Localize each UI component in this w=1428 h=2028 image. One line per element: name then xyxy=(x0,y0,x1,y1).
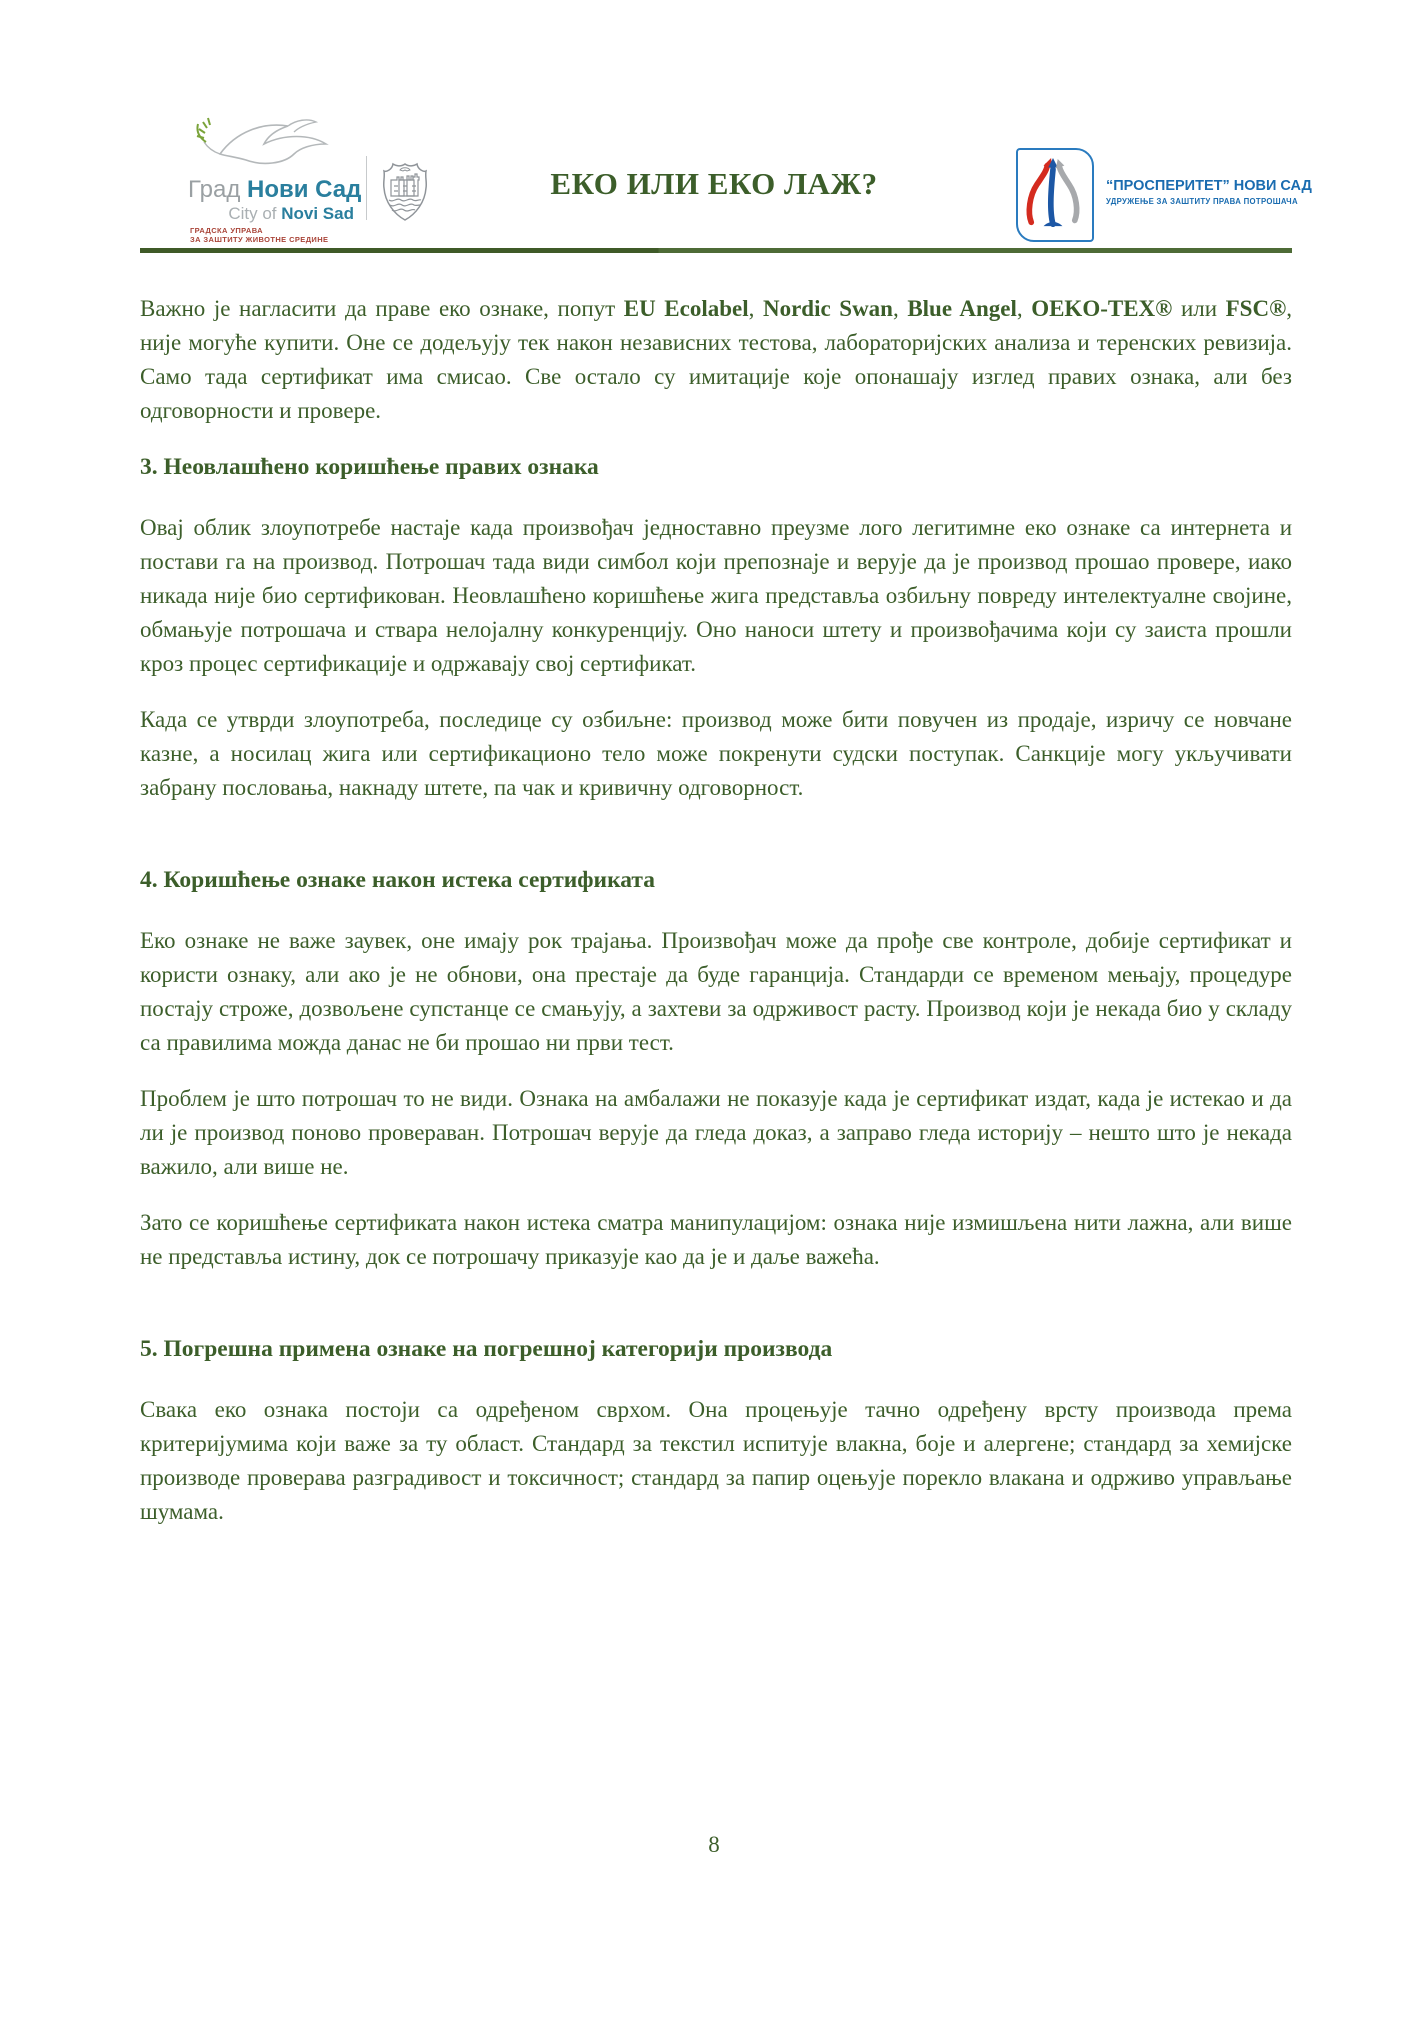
section-heading-4: 4. Коришћење ознаке након истека сертификата xyxy=(140,867,655,893)
prosperitet-logo-frame xyxy=(1016,148,1094,242)
paragraph: Овај облик злоупотребе настаје када произвођач једноставно преузме лого легитимне еко ознаке са интернета и постави га на производ. Потрошач тада види симбол који препознаје и верује да је производ прошао провере, иако никада није био сертификован. Неовлашћено коришћење жига представља озбиљну повреду интелектуалне својине, обмањује потрошача и ствара нелојалну конкуренцију. Оно наноси штету и произвођачима који су заиста прошли кроз процес сертификације и одржавају свој сертификат. xyxy=(140,515,1292,676)
page-number: 8 xyxy=(708,1832,720,1857)
paragraph: Зато се коришћење сертификата након истека сматра манипулацијом: ознака није измишљена нити лажна, али више не представља истину, док се потрошачу приказује као да је и даље важећа. xyxy=(140,1210,1292,1269)
city-name-prefix: Град xyxy=(188,176,248,203)
page-header xyxy=(0,0,1428,260)
prosperitet-arrows-logo-icon xyxy=(1018,150,1088,236)
city-name-en: Novi Sad xyxy=(281,204,354,223)
section-heading-3: 3. Неовлашћено коришћење правих ознака xyxy=(140,454,599,480)
city-department-label xyxy=(190,226,370,244)
paragraph: Проблем је што потрошач то не види. Ознака на амбалажи не показује када је сертификат издат, када је истекао и да ли је производ поново провераван. Потрошач верује да гледа доказ, а заправо гледа историју – нешто што је некада важило, али више не. xyxy=(140,1086,1292,1179)
prosperitet-name: “ПРОСПЕРИТЕТ” НОВИ САД xyxy=(1106,178,1312,194)
header-rule xyxy=(140,248,1292,253)
section-heading-5: 5. Погрешна примена ознаке на погрешној категорији производа xyxy=(140,1336,833,1362)
prosperitet-subtitle: УДРУЖЕЊЕ ЗА ЗАШТИТУ ПРАВА ПОТРОШАЧА xyxy=(1106,197,1298,206)
document-body xyxy=(140,292,1292,1551)
page-title: ЕКО ИЛИ ЕКО ЛАЖ? xyxy=(550,166,878,201)
paragraph: Свака еко ознака постоји са одређеном сврхом. Она процењује тачно одређену врсту производа према критеријумима који важе за ту област. Стандард за текстил испитује влакна, боје и алергене; стандард за хемијске производе проверава разградивост и токсичност; стандард за папир оцењује порекло влакана и одрживо управљање шумама. xyxy=(140,1397,1292,1524)
prosperitet-text xyxy=(1106,178,1366,206)
paragraph: Еко ознаке не важе заувек, оне имају рок трајања. Произвођач може да прође све контроле, добије сертификат и користи ознаку, али ако је не обнови, она престаје да буде гаранција. Стандарди се временом мењају, процедуре постају строже, дозвољене супстанце се смањују, а захтеви за одрживост расту. Производ који је некада био у складу са правилима можда данас не би прошао ни први тест. xyxy=(140,928,1292,1055)
city-name-prefix-en: City of xyxy=(228,204,282,223)
city-name: Нови Сад xyxy=(247,176,362,203)
city-logo-english-name xyxy=(188,204,354,224)
dept-line-2: ЗА ЗАШТИТУ ЖИВОТНЕ СРЕДИНЕ xyxy=(190,235,329,244)
dept-line-1: ГРАДСКА УПРАВА xyxy=(190,226,264,235)
paragraph: Када се утврди злоупотреба, последице су озбиљне: производ може бити повучен из продаје, изричу се новчане казне, а носилац жига или сертификационо тело може покренути судски поступак. Санкције могу укључивати забрану пословања, накнаду штете, па чак и кривичну одговорност. xyxy=(140,707,1292,800)
paragraph-intro: Важно је нагласити да праве еко ознаке, попут EU Ecolabel, Nordic Swan, Blue Angel, OEKO-TEX® или FSC®, није могуће купити. Оне се додељују тек након независних тестова, лабораторијских анализа и теренских ревизија. Само тада сертификат има смисао. Све остало су имитације које опонашају изглед правих ознака, али без одговорности и провере. xyxy=(140,296,1293,423)
